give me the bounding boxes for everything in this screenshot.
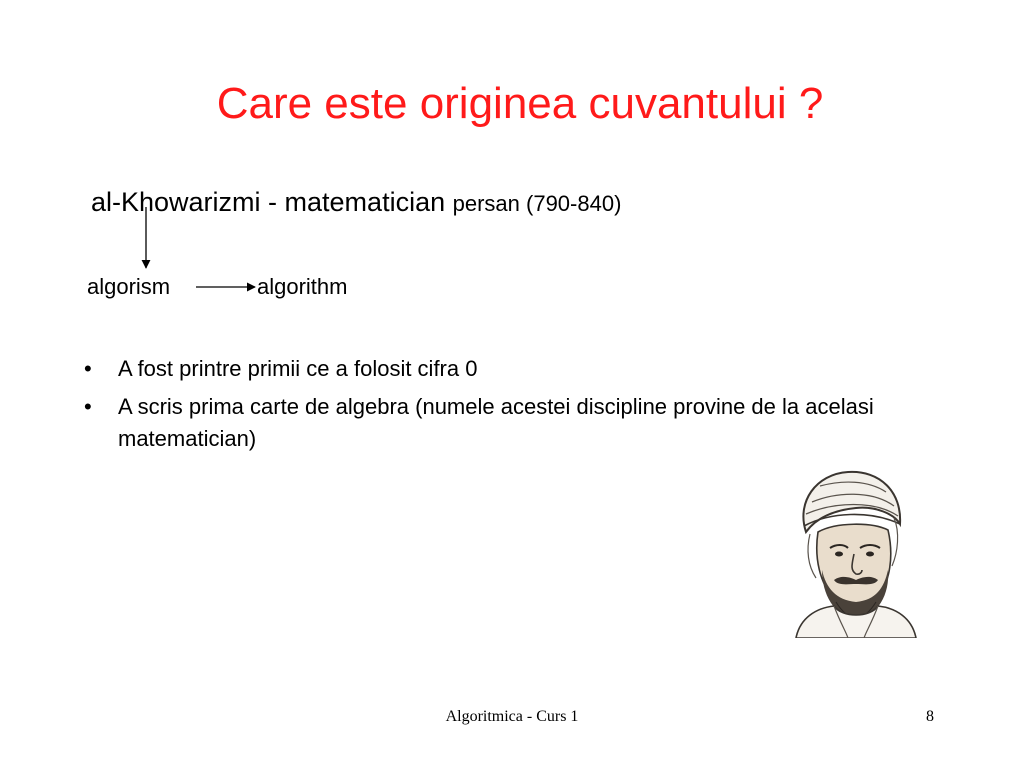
portrait-icon <box>776 462 920 638</box>
footer-text: Algoritmica - Curs 1 <box>445 708 579 725</box>
slide-title: Care este originea cuvantului ? <box>216 79 824 128</box>
origin-name: al-Khowarizmi - matematician <box>91 187 446 217</box>
bullet-list <box>80 353 960 461</box>
bullet-text: A scris prima carte de algebra (numele acestei discipline provine de la acelasi matematician) <box>118 394 874 451</box>
word-algorism: algorism <box>87 274 171 299</box>
origin-detail: persan (790-840) <box>452 191 622 216</box>
origin-line <box>91 186 621 220</box>
bullet-mark: • <box>84 356 92 381</box>
page-number: 8 <box>926 708 934 725</box>
bullet-text: A fost printre primii ce a folosit cifra 0 <box>118 356 478 381</box>
bullet-mark: • <box>84 394 92 419</box>
word-algorithm: algorithm <box>257 274 348 299</box>
bullet-item <box>80 353 960 385</box>
bullet-item <box>80 391 960 455</box>
